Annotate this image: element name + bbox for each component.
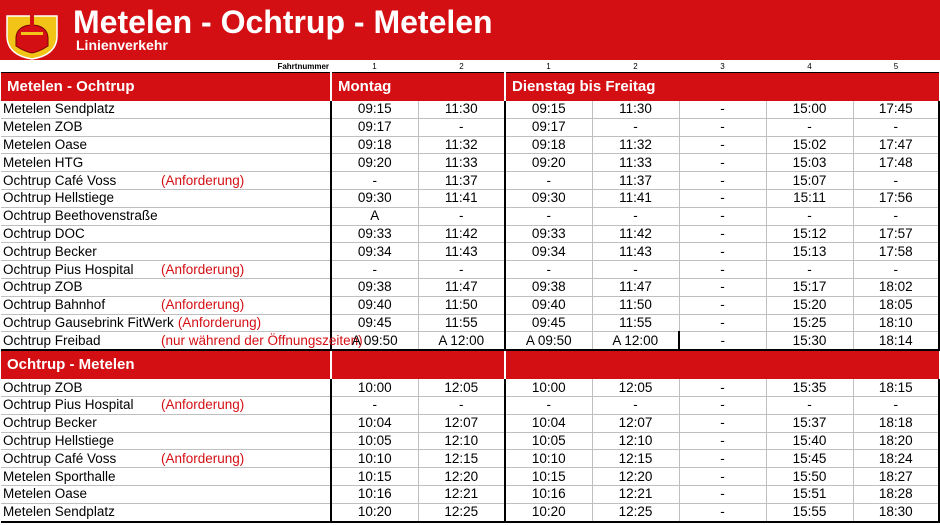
header-banner [0,0,940,60]
time-cell: 10:10 [331,450,418,468]
time-cell: 11:37 [418,172,505,190]
table-row [1,450,939,468]
time-cell: 10:10 [505,450,592,468]
time-cell: 18:14 [853,332,939,350]
table-row [1,189,939,207]
time-cell: 15:00 [766,101,853,118]
stop-cell [1,278,331,296]
time-cell: 17:45 [853,101,939,118]
time-cell: 09:18 [331,136,418,154]
time-cell: 12:21 [418,485,505,503]
section-header-return [1,350,939,379]
time-cell: 09:40 [505,296,592,314]
table-row [1,207,939,225]
time-cell: 10:04 [505,414,592,432]
time-cell: 15:12 [766,225,853,243]
time-cell: 12:05 [592,379,679,396]
time-cell: 09:20 [505,154,592,172]
stop-cell [1,468,331,486]
time-cell: - [679,225,766,243]
stop-cell [1,225,331,243]
time-cell: - [853,118,939,136]
trip-number: 4 [766,62,853,73]
time-cell: - [766,118,853,136]
section-spacer [331,350,505,379]
time-cell: 11:47 [418,278,505,296]
time-cell: 11:42 [592,225,679,243]
time-cell: 17:47 [853,136,939,154]
table-row [1,396,939,414]
stop-name: Ochtrup Becker [3,243,97,259]
time-cell: 10:00 [331,379,418,396]
time-cell: 10:16 [505,485,592,503]
stop-note: (nur während der Öffnungszeiten) [161,332,363,348]
stop-cell [1,118,331,136]
time-cell: 18:18 [853,414,939,432]
stop-name: Metelen Oase [3,486,88,502]
time-cell: - [679,450,766,468]
time-cell: - [505,207,592,225]
time-cell: - [679,101,766,118]
time-cell: 15:17 [766,278,853,296]
stop-note: (Anforderung) [161,297,245,313]
time-cell: - [679,414,766,432]
time-cell: 10:15 [331,468,418,486]
table-row [1,118,939,136]
stop-name: Ochtrup Pius Hospital [3,261,134,277]
table-row [1,101,939,118]
time-cell: 10:15 [505,468,592,486]
time-cell: 18:20 [853,432,939,450]
time-cell: - [679,332,766,350]
time-cell: 12:25 [418,503,505,521]
table-row [1,432,939,450]
time-cell: 15:51 [766,485,853,503]
time-cell: - [679,396,766,414]
time-cell: 15:45 [766,450,853,468]
time-cell: - [331,172,418,190]
time-cell: - [679,278,766,296]
stop-name: Ochtrup Bahnhof [3,297,106,313]
stop-cell [1,296,331,314]
time-cell: 11:42 [418,225,505,243]
stop-cell [1,154,331,172]
time-cell: - [418,118,505,136]
time-cell: - [418,207,505,225]
stop-cell [1,189,331,207]
stop-note: (Anforderung) [161,261,245,277]
table-row [1,136,939,154]
table-row [1,261,939,279]
time-cell: 09:17 [505,118,592,136]
time-cell: 18:28 [853,485,939,503]
stop-name: Ochtrup Becker [3,415,97,431]
time-cell: - [679,243,766,261]
stop-cell [1,101,331,118]
time-cell: - [766,396,853,414]
time-cell: A 12:00 [418,332,505,350]
time-cell: 12:15 [418,450,505,468]
time-cell: - [679,136,766,154]
time-cell: - [679,189,766,207]
stop-cell [1,172,331,190]
time-cell: 17:58 [853,243,939,261]
time-cell: 11:55 [418,314,505,332]
section-header-outbound [1,73,939,102]
time-cell: 11:43 [418,243,505,261]
time-cell: 15:30 [766,332,853,350]
stop-note: (Anforderung) [161,450,245,466]
time-cell: 11:37 [592,172,679,190]
stop-note: (Anforderung) [177,314,262,330]
trip-number: 1 [505,62,592,73]
time-cell: 11:33 [418,154,505,172]
section-title: Ochtrup - Metelen [1,350,331,379]
time-cell: 15:50 [766,468,853,486]
time-cell: 12:10 [592,432,679,450]
stop-cell [1,261,331,279]
time-cell: A [331,207,418,225]
time-cell: 18:30 [853,503,939,521]
stop-name: Ochtrup ZOB [3,279,83,295]
time-cell: 11:55 [592,314,679,332]
time-cell: 09:20 [331,154,418,172]
timetable [1,62,940,523]
time-cell: 09:34 [331,243,418,261]
time-cell: 09:30 [331,189,418,207]
stop-cell [1,207,331,225]
time-cell: 09:17 [331,118,418,136]
table-row [1,172,939,190]
day-label-monday: Montag [331,73,505,102]
time-cell: 09:15 [505,101,592,118]
stop-name: Ochtrup Café Voss [3,172,117,188]
time-cell: A 09:50 [505,332,592,350]
table-row [1,503,939,521]
time-cell: 18:10 [853,314,939,332]
stop-note: (Anforderung) [161,397,245,413]
time-cell: 17:48 [853,154,939,172]
stop-cell [1,314,331,332]
stop-name: Ochtrup Freibad [3,332,101,348]
time-cell: 18:27 [853,468,939,486]
time-cell: 10:20 [505,503,592,521]
time-cell: - [679,154,766,172]
time-cell: 09:33 [505,225,592,243]
stop-name: Metelen ZOB [3,119,83,135]
time-cell: - [679,485,766,503]
time-cell: 09:38 [331,278,418,296]
time-cell: - [331,261,418,279]
stop-cell [1,450,331,468]
time-cell: 12:10 [418,432,505,450]
time-cell: 10:20 [331,503,418,521]
trip-number-row [1,62,939,73]
time-cell: 09:45 [505,314,592,332]
time-cell: - [331,396,418,414]
time-cell: 11:50 [592,296,679,314]
time-cell: 12:20 [418,468,505,486]
table-row [1,485,939,503]
stop-name: Ochtrup Pius Hospital [3,397,134,413]
time-cell: 15:25 [766,314,853,332]
time-cell: - [418,396,505,414]
trip-number: 2 [418,62,505,73]
time-cell: - [592,207,679,225]
table-row [1,243,939,261]
stop-name: Ochtrup Hellstiege [3,432,115,448]
time-cell: A 09:50 [331,332,418,350]
time-cell: 18:02 [853,278,939,296]
time-cell: - [592,396,679,414]
time-cell: - [505,396,592,414]
time-cell: - [679,314,766,332]
time-cell: - [679,432,766,450]
page-subtitle: Linienverkehr [76,37,168,53]
time-cell: 11:41 [418,189,505,207]
time-cell: 15:02 [766,136,853,154]
stop-name: Metelen Sendplatz [3,101,115,117]
time-cell: 09:30 [505,189,592,207]
table-row [1,278,939,296]
time-cell: - [679,296,766,314]
table-row [1,296,939,314]
time-cell: 10:04 [331,414,418,432]
time-cell: - [592,261,679,279]
time-cell: 09:45 [331,314,418,332]
stop-cell [1,503,331,521]
time-cell: - [679,261,766,279]
time-cell: 11:47 [592,278,679,296]
time-cell: - [679,503,766,521]
stop-name: Ochtrup DOC [3,225,85,241]
time-cell: 15:11 [766,189,853,207]
table-row [1,314,939,332]
time-cell: - [679,379,766,396]
stop-cell [1,414,331,432]
time-cell: 11:32 [418,136,505,154]
time-cell: 10:05 [505,432,592,450]
coat-of-arms-icon [4,2,60,60]
table-row [1,225,939,243]
stop-cell [1,379,331,396]
time-cell: - [679,172,766,190]
table-row [1,332,939,350]
stop-name: Ochtrup ZOB [3,379,83,395]
stop-cell [1,243,331,261]
time-cell: - [505,261,592,279]
stop-cell [1,396,331,414]
time-cell: 11:41 [592,189,679,207]
stop-name: Ochtrup Café Voss [3,450,117,466]
time-cell: - [853,261,939,279]
time-cell: A 12:00 [592,332,679,350]
time-cell: 17:56 [853,189,939,207]
time-cell: - [679,468,766,486]
time-cell: 15:20 [766,296,853,314]
trip-number: 5 [853,62,939,73]
time-cell: 11:30 [592,101,679,118]
time-cell: 12:15 [592,450,679,468]
time-cell: - [766,261,853,279]
time-cell: 15:13 [766,243,853,261]
stop-name: Metelen Sporthalle [3,468,116,484]
time-cell: 15:40 [766,432,853,450]
stop-cell [1,432,331,450]
trip-number: 2 [592,62,679,73]
time-cell: 12:21 [592,485,679,503]
time-cell: - [766,207,853,225]
time-cell: 09:40 [331,296,418,314]
time-cell: - [679,118,766,136]
section-title: Metelen - Ochtrup [1,73,331,102]
stop-name: Metelen Oase [3,136,88,152]
table-row [1,414,939,432]
stop-name: Metelen Sendplatz [3,504,115,520]
time-cell: 15:07 [766,172,853,190]
time-cell: 09:15 [331,101,418,118]
stop-cell [1,136,331,154]
time-cell: - [592,118,679,136]
time-cell: 09:34 [505,243,592,261]
time-cell: 18:24 [853,450,939,468]
time-cell: 12:07 [592,414,679,432]
time-cell: 12:05 [418,379,505,396]
time-cell: 15:03 [766,154,853,172]
table-row [1,154,939,172]
time-cell: - [853,172,939,190]
stop-name: Ochtrup Gausebrink FitWerk [3,314,174,330]
stop-name: Metelen HTG [3,154,84,170]
time-cell: - [505,172,592,190]
time-cell: - [853,207,939,225]
time-cell: 11:50 [418,296,505,314]
table-row [1,379,939,396]
outbound-rows [1,101,939,350]
time-cell: 18:15 [853,379,939,396]
day-label-tue-fri: Dienstag bis Freitag [505,73,939,102]
time-cell: 10:05 [331,432,418,450]
time-cell: 12:07 [418,414,505,432]
time-cell: - [853,396,939,414]
trip-number: 1 [331,62,418,73]
time-cell: 18:05 [853,296,939,314]
stop-note: (Anforderung) [161,172,245,188]
time-cell: 11:30 [418,101,505,118]
page-title: Metelen - Ochtrup - Metelen [73,4,493,40]
trip-number: 3 [679,62,766,73]
section-spacer [505,350,939,379]
stop-name: Ochtrup Hellstiege [3,190,115,206]
time-cell: 15:35 [766,379,853,396]
time-cell: 11:43 [592,243,679,261]
table-row [1,468,939,486]
time-cell: 11:32 [592,136,679,154]
time-cell: 09:38 [505,278,592,296]
time-cell: 17:57 [853,225,939,243]
time-cell: 12:20 [592,468,679,486]
stop-name: Ochtrup Beethovenstraße [3,208,158,224]
stop-cell [1,485,331,503]
time-cell: 10:00 [505,379,592,396]
time-cell: 09:18 [505,136,592,154]
time-cell: 15:55 [766,503,853,521]
time-cell: 10:16 [331,485,418,503]
trip-number-label: Fahrtnummer [1,62,331,73]
time-cell: 12:25 [592,503,679,521]
stop-cell [1,332,363,350]
time-cell: - [679,207,766,225]
time-cell: 15:37 [766,414,853,432]
time-cell: 09:33 [331,225,418,243]
time-cell: - [418,261,505,279]
time-cell: 11:33 [592,154,679,172]
return-rows [1,379,939,521]
